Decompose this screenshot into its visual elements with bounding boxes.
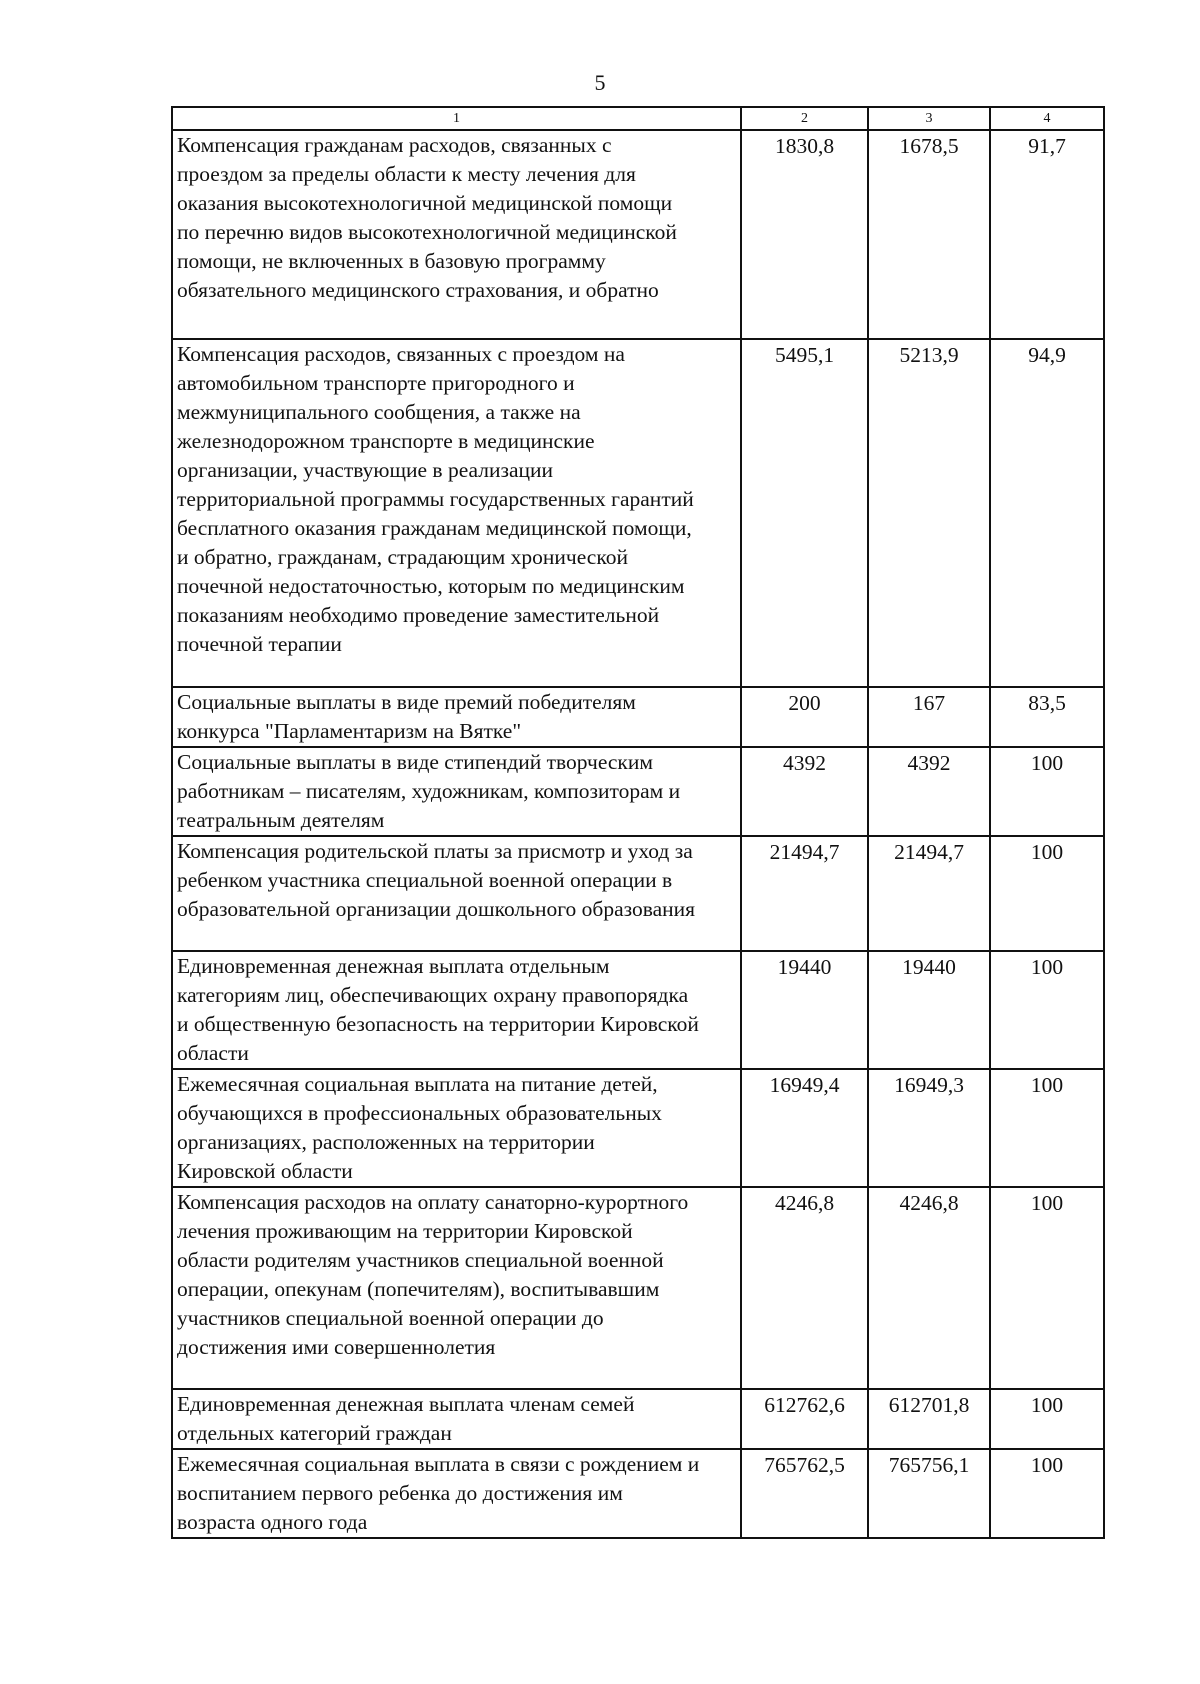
table-row bbox=[172, 339, 1104, 687]
description-line: Кировской области bbox=[177, 1159, 353, 1183]
cell-col-3: 167 bbox=[868, 687, 990, 747]
row-description bbox=[172, 130, 741, 339]
description-line: оказания высокотехнологичной медицинской помощи bbox=[177, 191, 673, 215]
description-line: Ежемесячная социальная выплата на питание детей, bbox=[177, 1072, 658, 1096]
cell-col-2: 200 bbox=[741, 687, 868, 747]
description-line: по перечню видов высокотехнологичной медицинской bbox=[177, 220, 677, 244]
budget-table bbox=[171, 106, 1105, 1539]
row-description bbox=[172, 1389, 741, 1449]
description-line: театральным деятелям bbox=[177, 808, 385, 832]
description-line: области родителям участников специальной военной bbox=[177, 1248, 664, 1272]
row-description bbox=[172, 1069, 741, 1187]
description-line: области bbox=[177, 1041, 249, 1065]
description-line: Компенсация родительской платы за присмотр и уход за bbox=[177, 839, 693, 863]
page-number: 5 bbox=[594, 70, 606, 95]
description-line: обучающихся в профессиональных образовательных bbox=[177, 1101, 662, 1125]
description-line: помощи, не включенных в базовую программу bbox=[177, 249, 606, 273]
description-line: и обратно, гражданам, страдающим хронической bbox=[177, 545, 628, 569]
description-line: Ежемесячная социальная выплата в связи с рождением и bbox=[177, 1452, 700, 1476]
description-line: проездом за пределы области к месту лечения для bbox=[177, 162, 636, 186]
cell-col-3: 21494,7 bbox=[868, 836, 990, 951]
description-line: организациях, расположенных на территории bbox=[177, 1130, 595, 1154]
table-header bbox=[172, 107, 1104, 130]
row-description bbox=[172, 1449, 741, 1538]
cell-col-2: 612762,6 bbox=[741, 1389, 868, 1449]
description-line: конкурса "Парламентаризм на Вятке" bbox=[177, 719, 522, 743]
table-row bbox=[172, 836, 1104, 951]
cell-col-2: 21494,7 bbox=[741, 836, 868, 951]
cell-col-2: 5495,1 bbox=[741, 339, 868, 687]
description-line: ребенком участника специальной военной операции в bbox=[177, 868, 673, 892]
description-line: операции, опекунам (попечителям), воспитывавшим bbox=[177, 1277, 660, 1301]
column-header-2: 2 bbox=[741, 107, 868, 130]
description-line: и общественную безопасность на территории Кировской bbox=[177, 1012, 699, 1036]
table-row bbox=[172, 1069, 1104, 1187]
cell-col-2: 4392 bbox=[741, 747, 868, 836]
description-line: образовательной организации дошкольного образования bbox=[177, 897, 696, 921]
description-line: показаниям необходимо проведение заместительной bbox=[177, 603, 660, 627]
row-description bbox=[172, 747, 741, 836]
row-description bbox=[172, 1187, 741, 1389]
description-line: территориальной программы государственных гарантий bbox=[177, 487, 694, 511]
description-line: обязательного медицинского страхования, и обратно bbox=[177, 278, 659, 302]
table-row bbox=[172, 1389, 1104, 1449]
row-description bbox=[172, 836, 741, 951]
table-row bbox=[172, 951, 1104, 1069]
cell-col-2: 765762,5 bbox=[741, 1449, 868, 1538]
description-line: отдельных категорий граждан bbox=[177, 1421, 452, 1445]
description-line: участников специальной военной операции до bbox=[177, 1306, 604, 1330]
column-header-4: 4 bbox=[990, 107, 1104, 130]
table-row bbox=[172, 687, 1104, 747]
description-line: Единовременная денежная выплата членам семей bbox=[177, 1392, 635, 1416]
row-description bbox=[172, 951, 741, 1069]
column-header-1: 1 bbox=[172, 107, 741, 130]
column-header-3: 3 bbox=[868, 107, 990, 130]
description-line: лечения проживающим на территории Кировской bbox=[177, 1219, 633, 1243]
cell-col-3: 4246,8 bbox=[868, 1187, 990, 1389]
row-description bbox=[172, 339, 741, 687]
cell-col-4: 100 bbox=[990, 836, 1104, 951]
cell-col-2: 19440 bbox=[741, 951, 868, 1069]
description-line: почечной недостаточностью, которым по медицинским bbox=[177, 574, 685, 598]
description-line: межмуниципального сообщения, а также на bbox=[177, 400, 581, 424]
description-line: Компенсация расходов, связанных с проездом на bbox=[177, 342, 625, 366]
description-line: достижения ими совершеннолетия bbox=[177, 1335, 496, 1359]
description-line: работникам – писателям, художникам, композиторам и bbox=[177, 779, 681, 803]
description-line: почечной терапии bbox=[177, 632, 342, 656]
cell-col-4: 83,5 bbox=[990, 687, 1104, 747]
description-line: категориям лиц, обеспечивающих охрану правопорядка bbox=[177, 983, 689, 1007]
cell-col-2: 16949,4 bbox=[741, 1069, 868, 1187]
description-line: возраста одного года bbox=[177, 1510, 368, 1534]
table-row bbox=[172, 1449, 1104, 1538]
description-line: Единовременная денежная выплата отдельным bbox=[177, 954, 610, 978]
cell-col-3: 16949,3 bbox=[868, 1069, 990, 1187]
description-line: железнодорожном транспорте в медицинские bbox=[177, 429, 595, 453]
description-line: Социальные выплаты в виде премий победителям bbox=[177, 690, 636, 714]
cell-col-4: 91,7 bbox=[990, 130, 1104, 339]
description-line: Социальные выплаты в виде стипендий творческим bbox=[177, 750, 653, 774]
cell-col-2: 1830,8 bbox=[741, 130, 868, 339]
cell-col-3: 612701,8 bbox=[868, 1389, 990, 1449]
description-line: Компенсация гражданам расходов, связанных с bbox=[177, 133, 612, 157]
table-row bbox=[172, 1187, 1104, 1389]
cell-col-4: 100 bbox=[990, 747, 1104, 836]
description-line: Компенсация расходов на оплату санаторно-курортного bbox=[177, 1190, 689, 1214]
cell-col-4: 100 bbox=[990, 1069, 1104, 1187]
cell-col-3: 5213,9 bbox=[868, 339, 990, 687]
cell-col-4: 100 bbox=[990, 1187, 1104, 1389]
table-body bbox=[172, 130, 1104, 1538]
table-row bbox=[172, 747, 1104, 836]
cell-col-4: 100 bbox=[990, 1449, 1104, 1538]
description-line: автомобильном транспорте пригородного и bbox=[177, 371, 575, 395]
row-description bbox=[172, 687, 741, 747]
description-line: бесплатного оказания гражданам медицинской помощи, bbox=[177, 516, 692, 540]
description-line: организации, участвующие в реализации bbox=[177, 458, 554, 482]
cell-col-3: 19440 bbox=[868, 951, 990, 1069]
cell-col-4: 100 bbox=[990, 1389, 1104, 1449]
cell-col-2: 4246,8 bbox=[741, 1187, 868, 1389]
table-row bbox=[172, 130, 1104, 339]
cell-col-3: 765756,1 bbox=[868, 1449, 990, 1538]
description-line: воспитанием первого ребенка до достижения им bbox=[177, 1481, 623, 1505]
cell-col-4: 94,9 bbox=[990, 339, 1104, 687]
cell-col-3: 4392 bbox=[868, 747, 990, 836]
cell-col-4: 100 bbox=[990, 951, 1104, 1069]
cell-col-3: 1678,5 bbox=[868, 130, 990, 339]
